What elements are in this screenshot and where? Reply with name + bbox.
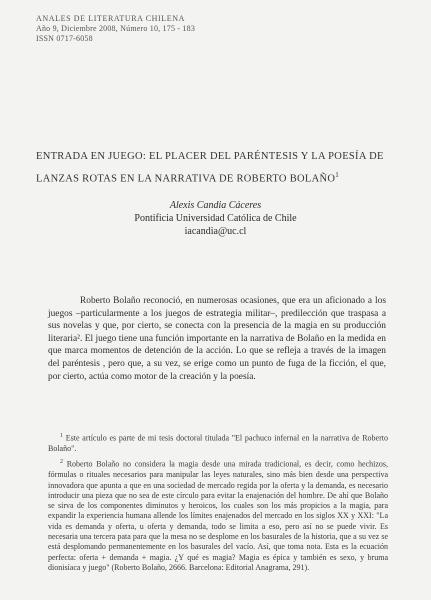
- body-paragraph: Roberto Bolaño reconoció, en numerosas ocasiones, que era un aficionado a los juegos –particularmente a los juegos de estrategia militar–, predilección que traspasa a sus novelas y que, por cierto, se conecta con la presencia de la magia en su producción literaria². El juego tiene una función importante en la narrativa de Bolaño en la medida en que marca momentos de detención de la acción. Lo que se refleja a través de la imagen del paréntesis , pero que, a su vez, se erige como un punto de fuga de la ficción, el que, por cierto, actúa como motor de la creación y la poesía.: [48, 296, 386, 382]
- journal-issn: ISSN 0717-6058: [36, 34, 93, 43]
- footnote-1-text: Este artículo es parte de mi tesis doctoral titulada "El pachuco infernal en la narrativa de Roberto Bolaño".: [48, 433, 388, 453]
- article-title: [36, 148, 396, 189]
- footnotes: [48, 431, 388, 576]
- footnote-2: [48, 457, 388, 573]
- footnote-1: [48, 431, 388, 454]
- footnote-2-marker: 2: [60, 459, 63, 466]
- footnote-2-text: Roberto Bolaño no considera la magia desde una mirada tradicional, es decir, como hechizos, fórmulas o rituales necesarios para manipular las leyes naturales, sino más bien desde una perspectiva innovadora que apunta a que en una sociedad de mercado regida por la oferta y la demanda, es necesario introducir una pieza que no sea de este círculo para evitar la enajenación del hombre. De ahí que Bolaño se sirva de los componentes diminutos y heroicos, los cuales son los más propicios a la magia, para expandir la experiencia humana allende los límites enajenados del mercado en los siglos XX y XXI: "La vida es demanda y oferta, u oferta y demanda, todo se limita a eso, pero así no se puede vivir. Es necesaria una tercera pata para que la mesa no se desplome en los basurales de la historia, que a su vez se está desplomando permanentemente en los basurales del vacío. Así, que toma nota. Esta es la ecuación perfecta: oferta + demanda + magia. ¿Y qué es magia? Magia es épica y también es sexo, y bruma dionisíaca y juego" (Roberto Bolaño, 2666. Barcelona: Editorial Anagrama, 291).: [48, 459, 389, 572]
- journal-name: ANALES DE LITERATURA CHILENA: [36, 14, 186, 23]
- author-name: Alexis Candia Cáceres: [169, 200, 262, 211]
- article-title-line2: LANZAS ROTAS EN LA NARRATIVA DE ROBERTO BOLAÑO: [36, 173, 336, 185]
- title-footnote-marker: 1: [335, 171, 340, 179]
- author-block: [0, 199, 431, 238]
- journal-issue: Año 9, Diciembre 2008, Número 10, 175 - 183: [36, 24, 196, 33]
- journal-header: [36, 14, 195, 44]
- article-title-line1: ENTRADA EN JUEGO: EL PLACER DEL PARÉNTESIS Y LA POESÍA DE: [36, 151, 384, 162]
- footnote-1-marker: 1: [60, 433, 63, 439]
- author-email: iacandia@uc.cl: [184, 226, 247, 237]
- author-institution: Pontificia Universidad Católica de Chile: [134, 213, 297, 224]
- article-body: [48, 295, 386, 383]
